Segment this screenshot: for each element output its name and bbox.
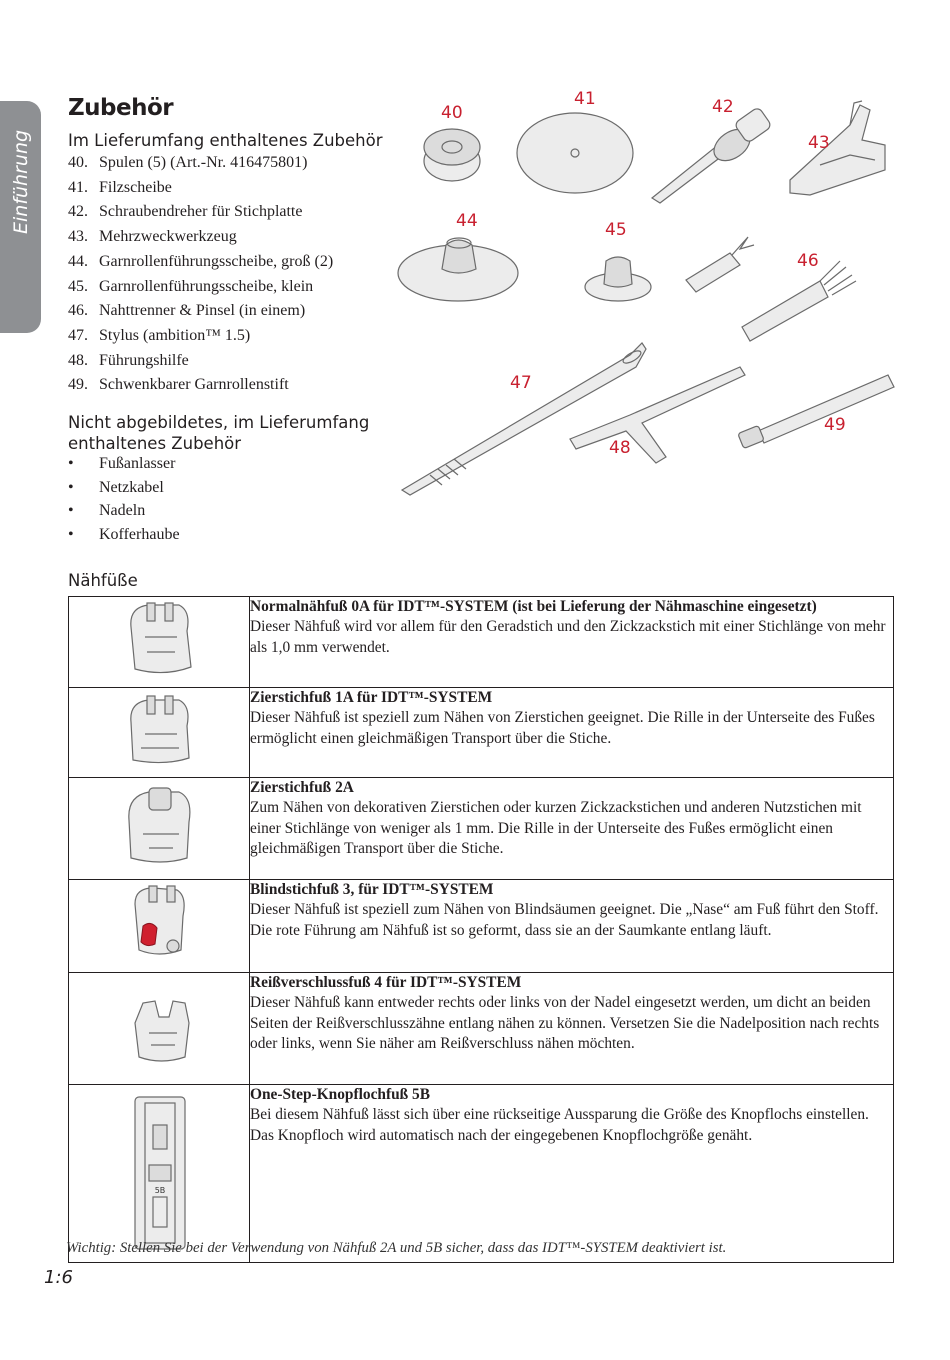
label-45: 45 bbox=[605, 220, 627, 240]
not-shown-heading-line-2: enthaltenes Zubehör bbox=[68, 434, 242, 453]
page-title: Zubehör bbox=[68, 95, 174, 121]
item-number: 47. bbox=[68, 326, 88, 344]
item-text: Führungshilfe bbox=[99, 351, 189, 369]
label-49: 49 bbox=[824, 415, 846, 435]
label-47: 47 bbox=[510, 373, 532, 393]
item-text: Kofferhaube bbox=[99, 525, 180, 543]
foot-text: Dieser Nähfuß wird vor allem für den Geradstich und den Zickzackstich mit einer Stichlänge von mehr als 1,0 mm verwendet. bbox=[250, 618, 886, 656]
foot-title: Blindstichfuß 3, für IDT™-SYSTEM bbox=[250, 881, 494, 898]
buttonhole-foot-5b-icon bbox=[69, 1085, 249, 1257]
item-text: Spulen (5) (Art.-Nr. 416475801) bbox=[99, 154, 308, 171]
label-48: 48 bbox=[609, 438, 631, 458]
foot-title: Reißverschlussfuß 4 für IDT™-SYSTEM bbox=[250, 974, 522, 991]
list-item bbox=[68, 299, 333, 324]
item-number: 46. bbox=[68, 302, 88, 320]
presser-feet-heading: Nähfüße bbox=[68, 571, 138, 590]
important-note: Wichtig: Stellen Sie bei der Verwendung von Nähfuß 2A und 5B sicher, dass das IDT™-SYSTEM deaktiviert ist. bbox=[66, 1240, 727, 1256]
table-row bbox=[69, 880, 894, 973]
list-item bbox=[68, 176, 333, 201]
list-item bbox=[68, 275, 333, 300]
presser-foot-4-icon bbox=[69, 973, 249, 1079]
list-item bbox=[68, 476, 180, 500]
included-heading: Im Lieferumfang enthaltenes Zubehör bbox=[68, 131, 383, 150]
list-item bbox=[68, 349, 333, 374]
item-number: 48. bbox=[68, 351, 88, 369]
foot-mark-label: 5B bbox=[154, 1186, 166, 1195]
foot-text: Dieser Nähfuß ist speziell zum Nähen von Zierstichen geeignet. Die Rille in der Unterseite des Fußes ermöglicht einen gleichmäßigen Transport über die Stiche. bbox=[250, 709, 875, 747]
item-text: Garnrollenführungsscheibe, groß (2) bbox=[99, 252, 334, 270]
list-item bbox=[68, 225, 333, 250]
foot-text: Dieser Nähfuß ist speziell zum Nähen von Blindsäumen geeignet. Die „Nase“ am Fuß führt den Stoff. Die rote Führung am Nähfuß ist so geformt, dass sie an der Saumkante entlang läuft. bbox=[250, 901, 879, 939]
item-text: Filzscheibe bbox=[99, 178, 172, 196]
item-number: 44. bbox=[68, 252, 88, 270]
item-number: 45. bbox=[68, 277, 88, 295]
stylus-icon bbox=[402, 343, 646, 495]
table-row bbox=[69, 778, 894, 880]
presser-foot-0a-icon bbox=[69, 597, 249, 682]
item-text: Stylus (ambition™ 1.5) bbox=[99, 326, 251, 344]
foot-description bbox=[250, 1085, 894, 1263]
foot-title: One-Step-Knopflochfuß 5B bbox=[250, 1086, 431, 1103]
included-list bbox=[68, 151, 333, 398]
list-item bbox=[68, 200, 333, 225]
chapter-tab bbox=[0, 101, 41, 333]
foot-description bbox=[250, 778, 894, 880]
foot-image-cell bbox=[69, 1085, 250, 1263]
foot-description bbox=[250, 880, 894, 973]
foot-description bbox=[250, 973, 894, 1085]
bullet-icon: • bbox=[68, 502, 74, 519]
item-text: Schraubendreher für Stichplatte bbox=[99, 203, 303, 221]
list-item bbox=[68, 324, 333, 349]
chapter-tab-label: Einführung bbox=[10, 129, 32, 234]
foot-image-cell bbox=[69, 778, 250, 880]
list-item bbox=[68, 523, 180, 547]
bullet-icon: • bbox=[68, 525, 74, 543]
foot-description bbox=[250, 688, 894, 778]
table-row bbox=[69, 973, 894, 1085]
list-item bbox=[68, 499, 180, 523]
foot-image-cell bbox=[69, 880, 250, 973]
item-number: 42. bbox=[68, 203, 88, 221]
bobbin-icon bbox=[424, 129, 480, 181]
seam-ripper-icon bbox=[686, 237, 856, 341]
screwdriver-icon bbox=[652, 107, 772, 203]
presser-foot-2a-icon bbox=[69, 778, 249, 874]
list-item bbox=[68, 151, 333, 176]
item-text: Mehrzweckwerkzeug bbox=[99, 228, 237, 246]
foot-image-cell bbox=[69, 597, 250, 688]
table-row bbox=[69, 688, 894, 778]
item-text: Schwenkbarer Garnrollenstift bbox=[99, 376, 289, 394]
item-number: 41. bbox=[68, 178, 88, 196]
spool-pin-icon bbox=[738, 375, 894, 449]
foot-text: Bei diesem Nähfuß lässt sich über eine rückseitige Aussparung die Größe des Knopflochs einstellen. Das Knopfloch wird automatisch nach der eingegebenen Knopflochgröße genäht. bbox=[250, 1106, 869, 1144]
presser-foot-3-icon bbox=[69, 880, 249, 967]
not-shown-heading bbox=[68, 412, 369, 454]
list-item bbox=[68, 373, 333, 398]
page-number: 1:6 bbox=[44, 1267, 73, 1288]
table-row bbox=[69, 1085, 894, 1263]
foot-title: Normalnähfuß 0A für IDT™-SYSTEM (ist bei Lieferung der Nähmaschine eingesetzt) bbox=[250, 598, 817, 615]
label-40: 40 bbox=[441, 103, 463, 123]
presser-feet-table bbox=[68, 596, 894, 1263]
foot-image-cell bbox=[69, 973, 250, 1085]
not-shown-list bbox=[68, 452, 180, 546]
item-text: Fußanlasser bbox=[99, 455, 176, 472]
not-shown-heading-line-1: Nicht abgebildetes, im Lieferumfang bbox=[68, 413, 370, 432]
foot-title: Zierstichfuß 1A für IDT™-SYSTEM bbox=[250, 689, 493, 706]
label-44: 44 bbox=[456, 211, 478, 231]
label-42: 42 bbox=[712, 97, 734, 117]
item-text: Netzkabel bbox=[99, 478, 164, 496]
felt-pad-icon bbox=[517, 113, 633, 193]
foot-title: Zierstichfuß 2A bbox=[250, 779, 354, 796]
item-text: Garnrollenführungsscheibe, klein bbox=[99, 277, 314, 295]
bullet-icon: • bbox=[68, 455, 74, 472]
foot-image-cell bbox=[69, 688, 250, 778]
small-spool-cap-icon bbox=[585, 257, 651, 301]
foot-text: Dieser Nähfuß kann entweder rechts oder links von der Nadel eingesetzt werden, um dicht an beiden Seiten der Reißverschlusszähne entlang nähen zu können. Versetzen Sie die Nadelposition nach rechts oder links, wenn Sie näher am Reißverschluss nähen möchten. bbox=[250, 994, 880, 1052]
list-item bbox=[68, 452, 180, 476]
label-41: 41 bbox=[574, 89, 596, 109]
table-row bbox=[69, 597, 894, 688]
foot-description bbox=[250, 597, 894, 688]
label-46: 46 bbox=[797, 251, 819, 271]
list-item bbox=[68, 250, 333, 275]
label-43: 43 bbox=[808, 133, 830, 153]
bullet-icon: • bbox=[68, 478, 74, 496]
item-number: 43. bbox=[68, 228, 88, 246]
presser-foot-1a-icon bbox=[69, 688, 249, 772]
multipurpose-tool-icon bbox=[790, 101, 885, 195]
accessories-illustration bbox=[380, 85, 900, 505]
item-text: Nahttrenner & Pinsel (in einem) bbox=[99, 302, 306, 320]
large-spool-cap-icon bbox=[398, 238, 518, 301]
item-text: Nadeln bbox=[99, 502, 146, 519]
item-number: 40. bbox=[68, 154, 88, 171]
foot-text: Zum Nähen von dekorativen Zierstichen oder kurzen Zickzackstichen und anderen Nutzstichen mit einer Stichlänge von weniger als 1 mm. Die Rille in der Unterseite des Fußes ermöglicht einen gleichmäßigen Transport über die Stiche. bbox=[250, 799, 862, 857]
item-number: 49. bbox=[68, 376, 88, 394]
